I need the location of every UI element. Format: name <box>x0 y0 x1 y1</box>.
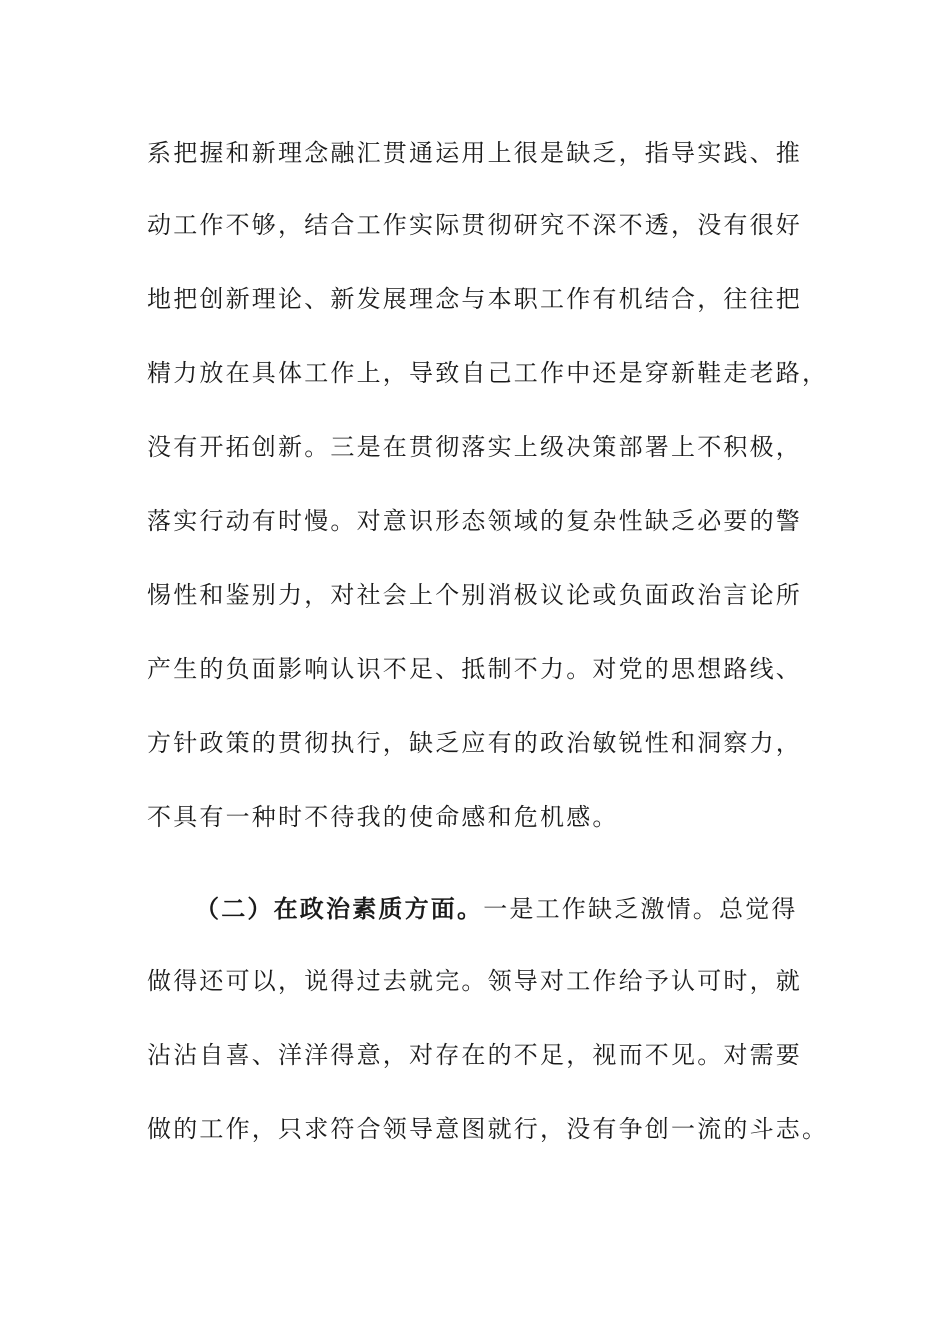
paragraph-1-line-1: 系把握和新理念融汇贯通运用上很是缺乏，指导实践、推 <box>147 139 802 167</box>
paragraph-2-line-1-text: 一是工作缺乏激情。总觉得 <box>483 895 798 923</box>
paragraph-1-line-4: 精力放在具体工作上，导致自己工作中还是穿新鞋走老路， <box>147 359 829 387</box>
paragraph-2-line-3: 沾沾自喜、洋洋得意，对存在的不足，视而不见。对需要 <box>147 1041 802 1069</box>
paragraph-1-line-7: 惕性和鉴别力，对社会上个别消极议论或负面政治言论所 <box>147 581 802 609</box>
paragraph-1-line-10: 不具有一种时不待我的使命感和危机感。 <box>147 803 619 831</box>
paragraph-2-line-4: 做的工作，只求符合领导意图就行，没有争创一流的斗志。 <box>147 1115 829 1143</box>
paragraph-1-line-9: 方针政策的贯彻执行，缺乏应有的政治敏锐性和洞察力， <box>147 729 802 757</box>
paragraph-1-line-3: 地把创新理论、新发展理念与本职工作有机结合，往往把 <box>147 285 802 313</box>
paragraph-2-line-2: 做得还可以，说得过去就完。领导对工作给予认可时，就 <box>147 967 802 995</box>
paragraph-1-line-6: 落实行动有时慢。对意识形态领域的复杂性缺乏必要的警 <box>147 507 802 535</box>
paragraph-1-line-5: 没有开拓创新。三是在贯彻落实上级决策部署上不积极， <box>147 433 802 461</box>
paragraph-2-line-1 <box>195 893 875 925</box>
section-heading: （二）在政治素质方面。 <box>195 894 484 923</box>
paragraph-1-line-2: 动工作不够，结合工作实际贯彻研究不深不透，没有很好 <box>147 211 802 239</box>
paragraph-1-line-8: 产生的负面影响认识不足、抵制不力。对党的思想路线、 <box>147 655 802 683</box>
